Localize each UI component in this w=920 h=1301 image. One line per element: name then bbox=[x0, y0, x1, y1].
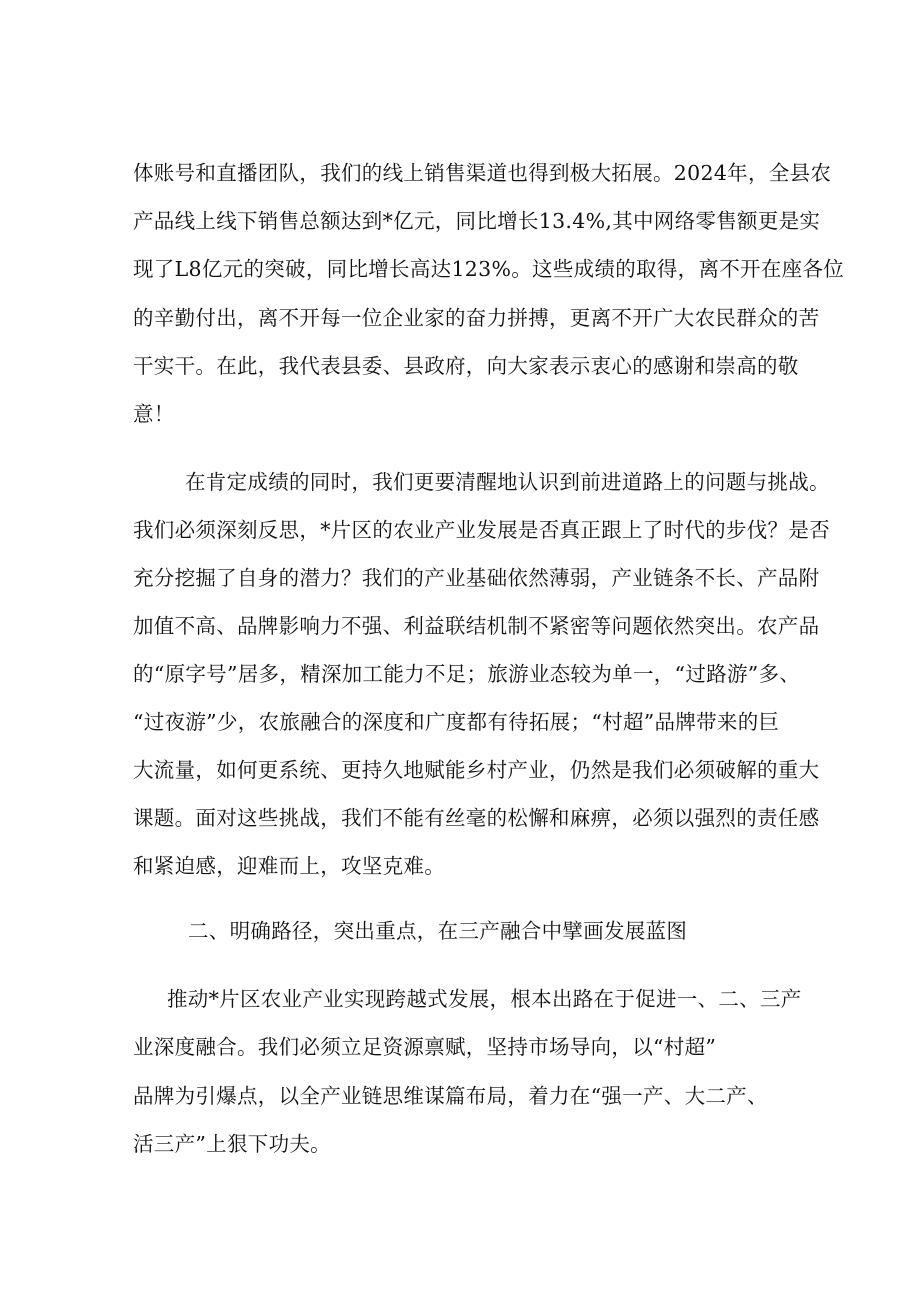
paragraph-3-line-1: 推动*片区农业产业实现跨越式发展，根本出路在于促进一、二、三产 bbox=[167, 987, 802, 1011]
paragraph-2-line-7: 大流量，如何更系统、更持久地赋能乡村产业，仍然是我们必须破解的重大 bbox=[133, 758, 820, 782]
paragraph-3-line-4: 活三产”上狠下功夫。 bbox=[133, 1132, 331, 1156]
paragraph-1-line-4: 的辛勤付出，离不开每一位企业家的奋力拼搏，更离不开广大农民群众的苦 bbox=[133, 306, 820, 330]
paragraph-2-line-8: 课题。面对这些挑战，我们不能有丝毫的松懈和麻痹，必须以强烈的责任感 bbox=[133, 806, 820, 830]
paragraph-2-line-2: 我们必须深刻反思，*片区的农业产业发展是否真正跟上了时代的步伐？是否 bbox=[133, 518, 830, 542]
paragraph-1-line-1: 体账号和直播团队，我们的线上销售渠道也得到极大拓展。2024年，全县农 bbox=[133, 161, 832, 185]
paragraph-1-line-3: 现了L8亿元的突破，同比增长高达123%。这些成绩的取得，离不开在座各位 bbox=[133, 257, 845, 281]
paragraph-3-line-3: 品牌为引爆点，以全产业链思维谋篇布局，着力在“强一产、大二产、 bbox=[133, 1084, 768, 1108]
paragraph-3-line-2: 业深度融合。我们必须立足资源禀赋，坚持市场导向，以“村超” bbox=[133, 1035, 717, 1059]
paragraph-2-line-3: 充分挖掘了自身的潜力？我们的产业基础依然薄弱，产业链条不长、产品附 bbox=[133, 566, 820, 590]
paragraph-2-line-5: 的“原字号”居多，精深加工能力不足；旅游业态较为单一，“过路游”多、 bbox=[133, 662, 801, 686]
paragraph-1-line-6: 意！ bbox=[133, 402, 175, 426]
section-heading: 二、明确路径，突出重点，在三产融合中擘画发展蓝图 bbox=[188, 919, 688, 943]
paragraph-2-line-1: 在肯定成绩的同时，我们更要清醒地认识到前进道路上的问题与挑战。 bbox=[185, 470, 830, 494]
paragraph-1-line-2: 产品线上线下销售总额达到*亿元，同比增长13.4%,其中网络零售额更是实 bbox=[133, 209, 821, 233]
paragraph-2-line-4: 加值不高、品牌影响力不强、利益联结机制不紧密等问题依然突出。农产品 bbox=[133, 614, 820, 638]
paragraph-2-line-9: 和紧迫感，迎难而上，攻坚克难。 bbox=[133, 854, 445, 878]
paragraph-1-line-5: 干实干。在此，我代表县委、县政府，向大家表示衷心的感谢和崇高的敬 bbox=[133, 354, 799, 378]
paragraph-2-line-6: “过夜游”少，农旅融合的深度和广度都有待拓展；“村超”品牌带来的巨 bbox=[133, 710, 780, 734]
